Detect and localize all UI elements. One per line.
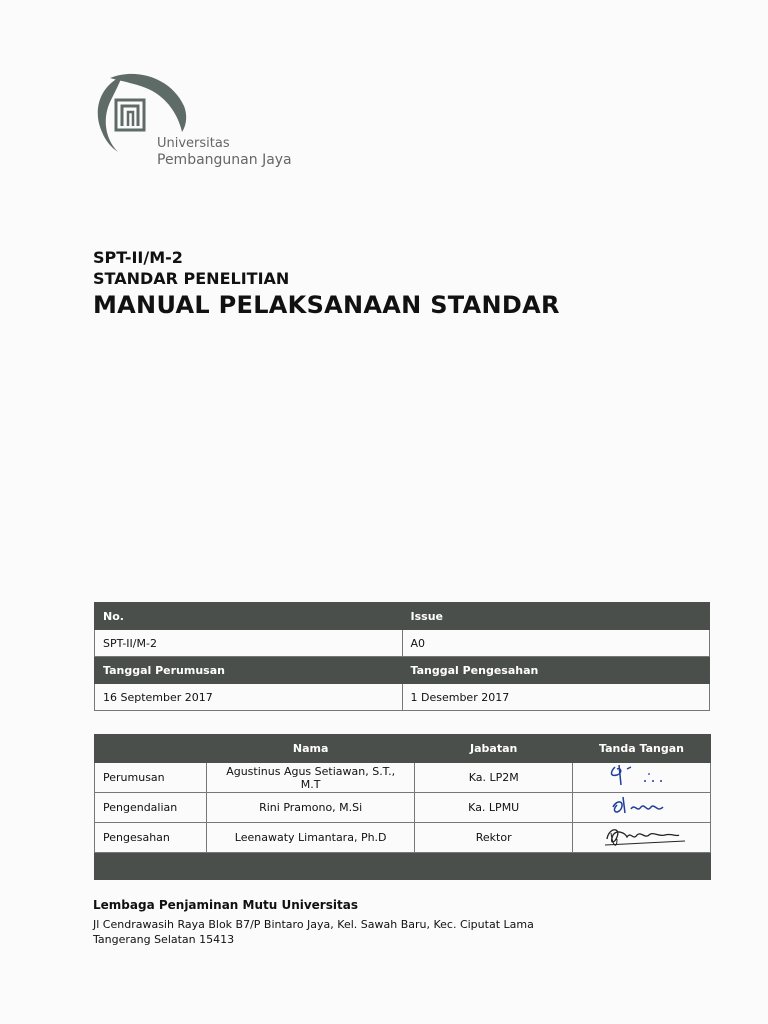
header-empty: [95, 735, 207, 763]
logo-text-university-name: Pembangunan Jaya: [157, 152, 292, 168]
signature-pengesahan: [587, 823, 697, 849]
issue-value: A0: [402, 630, 710, 657]
info-row: [95, 684, 710, 711]
name-cell: Rini Pramono, M.Si: [206, 793, 414, 823]
header-tanda-tangan: Tanda Tangan: [573, 735, 711, 763]
university-logo: [90, 70, 330, 180]
document-code: SPT-II/M-2: [93, 248, 183, 267]
institution-name: Lembaga Penjaminan Mutu Universitas: [93, 898, 358, 912]
logo-text-universitas: Universitas: [157, 136, 230, 151]
role-cell: Pengendalian: [95, 793, 207, 823]
approval-footer-bar: [95, 853, 711, 880]
info-row: [95, 630, 710, 657]
document-info-table: [94, 602, 710, 711]
signature-cell: [573, 823, 711, 853]
tanggal-perumusan-value: 16 September 2017: [95, 684, 403, 711]
name-cell: Agustinus Agus Setiawan, S.T., M.T: [206, 763, 414, 793]
table-row: [95, 793, 711, 823]
table-row: [95, 823, 711, 853]
header-nama: Nama: [206, 735, 414, 763]
signature-pengendalian: [587, 793, 697, 819]
doc-number-value: SPT-II/M-2: [95, 630, 403, 657]
position-cell: Ka. LP2M: [415, 763, 573, 793]
document-title: MANUAL PELAKSANAAN STANDAR: [93, 291, 560, 319]
signature-cell: [573, 793, 711, 823]
header-tanggal-pengesahan: Tanggal Pengesahan: [402, 657, 710, 684]
address-line-1: Jl Cendrawasih Raya Blok B7/P Bintaro Jaya, Kel. Sawah Baru, Kec. Ciputat Lama: [93, 918, 534, 931]
info-header-row: [95, 603, 710, 630]
approval-header-row: [95, 735, 711, 763]
approval-table: [94, 734, 711, 880]
header-no: No.: [95, 603, 403, 630]
table-row: [95, 763, 711, 793]
tanggal-pengesahan-value: 1 Desember 2017: [402, 684, 710, 711]
header-tanggal-perumusan: Tanggal Perumusan: [95, 657, 403, 684]
header-issue: Issue: [402, 603, 710, 630]
position-cell: Ka. LPMU: [415, 793, 573, 823]
header-jabatan: Jabatan: [415, 735, 573, 763]
role-cell: Perumusan: [95, 763, 207, 793]
footer-bar-cell: [95, 853, 711, 880]
signature-perumusan: [587, 763, 697, 789]
address-line-2: Tangerang Selatan 15413: [93, 933, 235, 946]
role-cell: Pengesahan: [95, 823, 207, 853]
document-category: STANDAR PENELITIAN: [93, 269, 290, 288]
signature-cell: [573, 763, 711, 793]
position-cell: Rektor: [415, 823, 573, 853]
info-header-row: [95, 657, 710, 684]
name-cell: Leenawaty Limantara, Ph.D: [206, 823, 414, 853]
